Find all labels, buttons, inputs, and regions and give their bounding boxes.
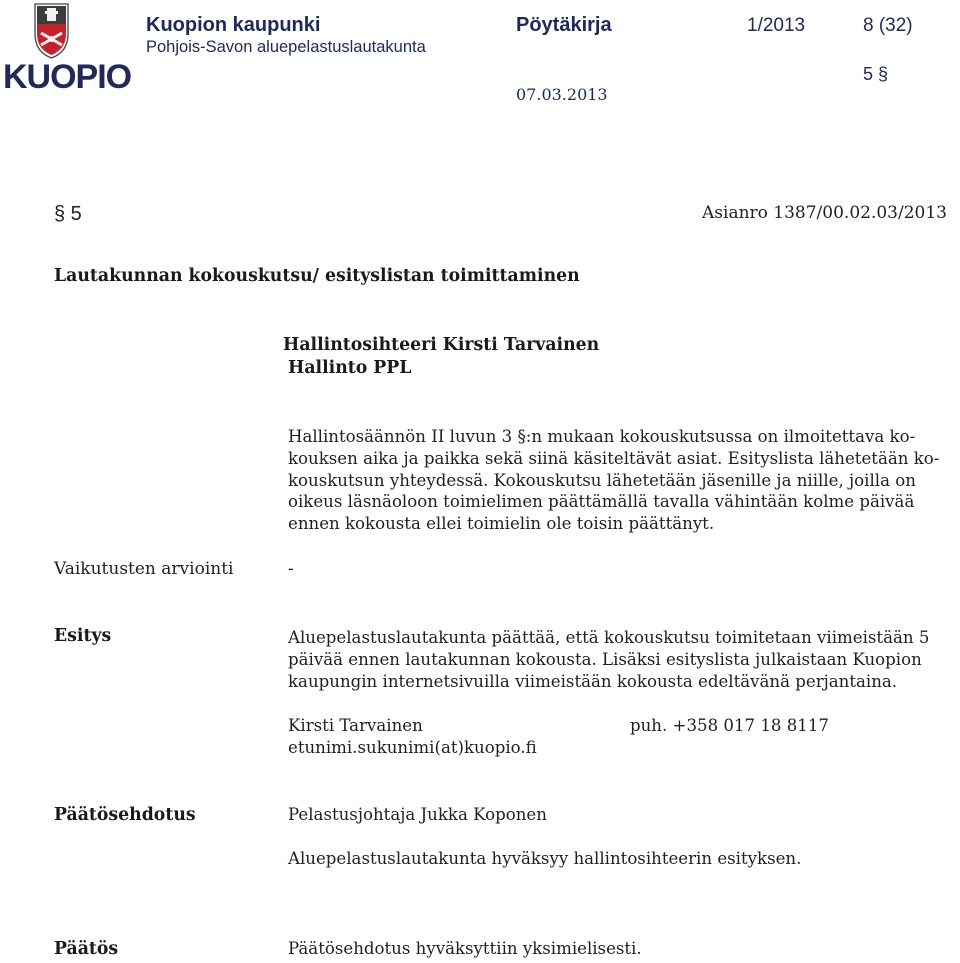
body-paragraph <box>288 426 939 535</box>
contact-email: etunimi.sukunimi(at)kuopio.fi <box>288 738 537 757</box>
doc-type: Pöytäkirja <box>516 14 612 36</box>
impact-label: Vaikutusten arviointi <box>54 559 234 579</box>
kuopio-logo <box>0 0 132 100</box>
header-section-ref: 5 § <box>863 64 889 84</box>
proposal-line: Aluepelastuslautakunta päättää, että kokouskutsu toimitetaan viimeistään 5 <box>288 628 930 647</box>
logo-wordmark: KUOPIO <box>3 58 132 96</box>
proposal-label: Esitys <box>54 626 112 646</box>
contact-phone: puh. +358 017 18 8117 <box>630 716 829 735</box>
meeting-date: 07.03.2013 <box>516 85 608 104</box>
section-number: § 5 <box>54 203 82 225</box>
decision-text: Päätösehdotus hyväksyttiin yksimielisesti. <box>288 939 642 958</box>
body-line: Hallintosäännön II luvun 3 §:n mukaan kokouskutsussa on ilmoitettava ko- <box>288 427 916 446</box>
section-title: Lautakunnan kokouskutsu/ esityslistan toimittaminen <box>54 266 580 286</box>
proposer-name: Pelastusjohtaja Jukka Koponen <box>288 805 547 824</box>
page-number: 8 (32) <box>863 15 913 36</box>
preparer-name: Hallintosihteeri Kirsti Tarvainen <box>283 335 600 355</box>
org-name: Kuopion kaupunki <box>146 14 321 36</box>
body-line: kouksen aika ja paikka sekä siinä käsiteltävät asiat. Esityslista lähetetään ko- <box>288 448 940 468</box>
body-line: oikeus läsnäoloon toimielimen päättämällä tavalla vähintään kolme päivää <box>288 492 915 512</box>
committee-name: Pohjois-Savon aluepelastuslautakunta <box>146 38 426 56</box>
proposal-text <box>288 627 929 692</box>
proposal-line: kaupungin internetsivuilla viimeistään kokousta edeltävänä perjantaina. <box>288 671 898 691</box>
proposal-line: päivää ennen lautakunnan kokousta. Lisäksi esityslista julkaistaan Kuopion <box>288 649 922 669</box>
case-number: Asianro 1387/00.02.03/2013 <box>702 203 947 223</box>
body-line: ennen kokousta ellei toimielin ole toisin päättänyt. <box>288 514 715 534</box>
preparer-unit: Hallinto PPL <box>288 358 412 378</box>
body-line: kouskutsun yhteydessä. Kokouskutsu lähetetään jäsenille ja niille, joilla on <box>288 470 916 490</box>
decision-proposal-label: Päätösehdotus <box>54 805 196 825</box>
protocol-number: 1/2013 <box>747 15 806 36</box>
impact-value: - <box>288 559 294 579</box>
contact-name: Kirsti Tarvainen <box>288 716 423 735</box>
decision-label: Päätös <box>54 939 119 959</box>
decision-proposal-text: Aluepelastuslautakunta hyväksyy hallintosihteerin esityksen. <box>288 849 802 868</box>
